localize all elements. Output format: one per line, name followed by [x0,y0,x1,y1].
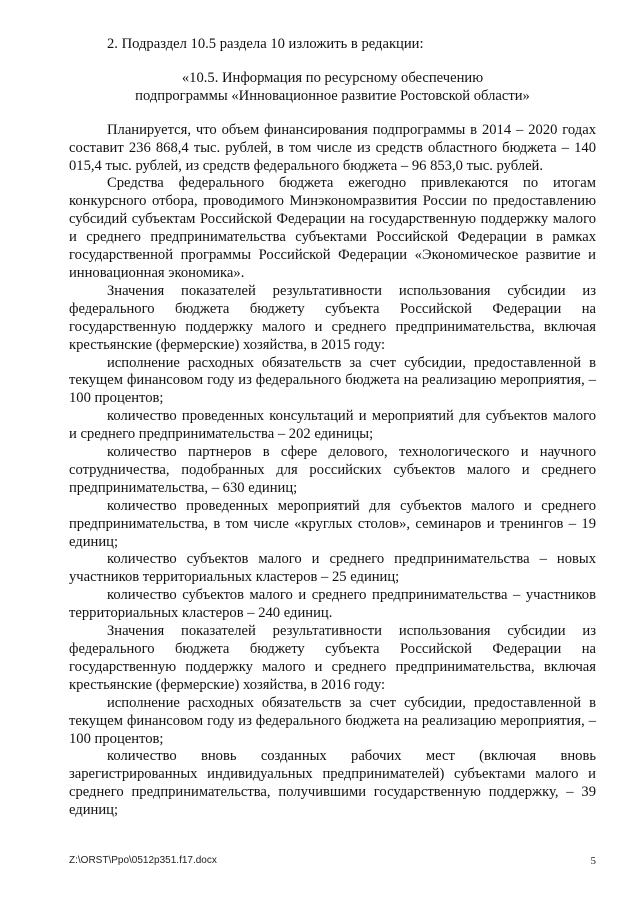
section-heading-line-2: подпрограммы «Инновационное развитие Ростовской области» [135,87,530,104]
list-item-2015-partners: количество партнеров в сфере делового, технологического и научного сотрудничества, подобранных для российских субъектов малого и среднего предпринимательства, – 630 единиц; [69,444,596,496]
paragraph-financing: Планируется, что объем финансирования подпрограммы в 2014 – 2020 годах составит 236 868,4 тыс. рублей, в том числе из средств областного бюджета – 140 015,4 тыс. рублей, из средств федерального бюджета – 96 853,0 тыс. рублей. [69,121,596,174]
amendment-intro: 2. Подраздел 10.5 раздела 10 изложить в редакции: [107,36,424,52]
paragraph-federal-funds: Средства федерального бюджета ежегодно привлекаются по итогам конкурсного отбора, проводимого Минэкономразвития России по предоставлению субсидий субъектам Российской Федерации на государственную поддержку малого и среднего предпринимательства субъектами Российской Федерации в рамках государственной программы Российской Федерации «Экономическое развитие и инновационная экономика». [69,175,596,281]
list-item-2015-consultations: количество проведенных консультаций и мероприятий для субъектов малого и среднего предпринимательства – 202 единицы; [69,408,596,443]
page-number: 5 [590,855,596,867]
list-item-2016-jobs: количество вновь созданных рабочих мест (включая вновь зарегистрированных индивидуальных предпринимателей) субъектами малого и среднего предпринимательства, получившими государственную поддержку, – 39 единиц; [69,748,596,819]
list-item-2015-cluster-members: количество субъектов малого и среднего предпринимательства – участников территориальных кластеров – 240 единиц. [69,587,596,622]
document-body [69,36,596,820]
list-item-2015-execution: исполнение расходных обязательств за счет субсидии, предоставленной в текущем финансовом году из федерального бюджета на реализацию мероприятия, – 100 процентов; [69,354,596,407]
section-heading-line-1: «10.5. Информация по ресурсному обеспечению [181,69,484,86]
list-item-2015-new-cluster-members: количество субъектов малого и среднего предпринимательства – новых участников территориальных кластеров – 25 единиц; [69,551,596,586]
paragraph-indicators-2015: Значения показателей результативности использования субсидии из федерального бюджета бюджету субъекта Российской Федерации на государственную поддержку малого и среднего предпринимательства, включая крестьянские (фермерские) хозяйства, в 2015 году: [69,282,596,353]
list-item-2016-execution: исполнение расходных обязательств за счет субсидии, предоставленной в текущем финансовом году из федерального бюджета на реализацию мероприятия, – 100 процентов; [69,694,596,747]
list-item-2015-events: количество проведенных мероприятий для субъектов малого и среднего предпринимательства, в том числе «круглых столов», семинаров и тренингов – 19 единиц; [69,497,596,550]
file-path: Z:\ORST\Ppo\0512p351.f17.docx [69,855,217,866]
paragraph-indicators-2016: Значения показателей результативности использования субсидии из федерального бюджета бюджету субъекта Российской Федерации на государственную поддержку малого и среднего предпринимательства, включая крестьянские (фермерские) хозяйства, в 2016 году: [69,623,596,693]
